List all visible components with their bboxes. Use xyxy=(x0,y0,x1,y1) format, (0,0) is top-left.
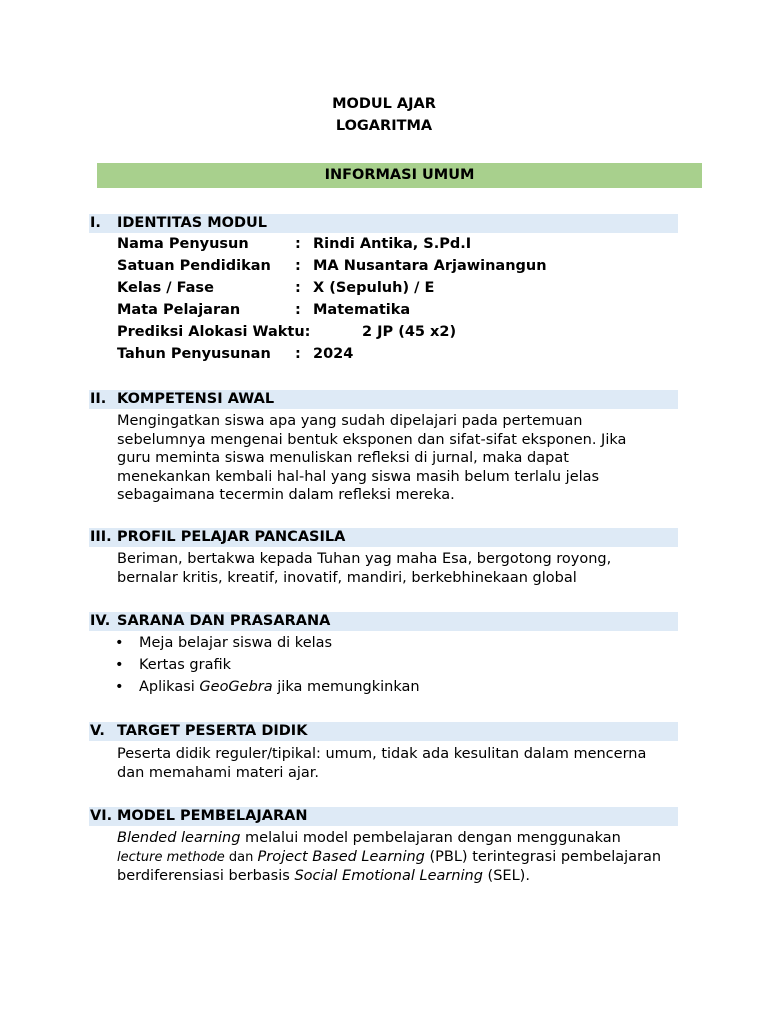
general-info-banner: INFORMASI UMUM xyxy=(97,163,702,188)
text-line: dan memahami materi ajar. xyxy=(117,764,320,781)
list-item-text: Meja belajar siswa di kelas xyxy=(139,635,333,651)
list-item-text: Aplikasi xyxy=(139,679,200,695)
colon: : xyxy=(295,258,301,274)
emphasis: Project Based Learning xyxy=(257,848,425,865)
section-number: IV. xyxy=(90,613,111,629)
text-line: sebelumnya mengenai bentuk eksponen dan sifat-sifat eksponen. Jika xyxy=(117,431,627,448)
text: melalui model pembelajaran dengan menggunakan xyxy=(240,830,621,846)
identity-row-kelas xyxy=(117,280,434,296)
list-item-text: jika memungkinkan xyxy=(272,679,420,695)
document-subtitle: LOGARITMA xyxy=(335,118,433,134)
text-line: menekankan kembali hal-hal yang siswa masih belum terlalu jelas xyxy=(117,468,600,485)
colon: : xyxy=(295,302,301,318)
field-value: 2024 xyxy=(313,346,354,362)
bullet-icon: • xyxy=(115,657,124,673)
bullet-icon: • xyxy=(115,635,124,651)
text: dan xyxy=(224,849,258,865)
identity-row-satuan xyxy=(117,258,547,274)
field-label: Prediksi Alokasi Waktu: xyxy=(117,324,311,340)
colon: : xyxy=(295,346,301,362)
list-item xyxy=(115,679,420,695)
text-line: guru meminta siswa menuliskan refleksi di jurnal, maka dapat xyxy=(117,450,569,466)
text-line: Mengingatkan siswa apa yang sudah dipelajari pada pertemuan xyxy=(117,413,583,429)
section-heading-identitas xyxy=(89,214,678,233)
field-value: 2 JP (45 x2) xyxy=(362,324,457,340)
identity-row-tahun xyxy=(117,346,353,362)
text-line: Beriman, bertakwa kepada Tuhan yag maha Esa, bergotong royong, xyxy=(117,551,612,567)
field-label: Nama Penyusun xyxy=(117,236,249,252)
field-value: MA Nusantara Arjawinangun xyxy=(313,258,547,274)
text-line xyxy=(117,829,677,848)
identity-row-alokasi xyxy=(117,324,456,340)
emphasis: Blended learning xyxy=(117,830,241,846)
text: (SEL). xyxy=(482,868,530,884)
profil-paragraph xyxy=(117,550,677,587)
section-title: SARANA DAN PRASARANA xyxy=(117,613,331,629)
text: (PBL) terintegrasi pembelajaran xyxy=(424,848,662,865)
section-title: PROFIL PELAJAR PANCASILA xyxy=(117,529,346,545)
bullet-icon: • xyxy=(115,679,124,695)
field-label: Kelas / Fase xyxy=(117,280,214,296)
text: berdiferensiasi berbasis xyxy=(117,868,295,884)
section-number: III. xyxy=(90,529,112,545)
identity-row-nama xyxy=(117,236,471,252)
emphasis: lecture methode xyxy=(117,849,225,865)
section-number: II. xyxy=(90,391,107,407)
field-value: Rindi Antika, S.Pd.I xyxy=(313,236,472,252)
text-line xyxy=(117,848,677,868)
section-heading-kompetensi xyxy=(89,390,678,409)
field-label: Tahun Penyusunan xyxy=(117,346,271,362)
text-line xyxy=(117,867,677,886)
text-line: sebagaimana tecermin dalam refleksi mereka. xyxy=(117,487,455,503)
colon: : xyxy=(295,280,301,296)
app-name: GeoGebra xyxy=(199,679,273,695)
emphasis: Social Emotional Learning xyxy=(294,868,483,884)
colon: : xyxy=(295,236,301,252)
list-item xyxy=(115,635,332,651)
target-paragraph xyxy=(117,745,677,782)
document-title: MODUL AJAR xyxy=(332,96,436,112)
section-title: TARGET PESERTA DIDIK xyxy=(117,723,308,739)
section-number: VI. xyxy=(90,808,113,824)
section-number: V. xyxy=(90,723,105,739)
text-line: bernalar kritis, kreatif, inovatif, mandiri, berkebhinekaan global xyxy=(117,569,577,586)
list-item xyxy=(115,657,231,673)
field-value: Matematika xyxy=(313,302,411,318)
section-heading-sarana xyxy=(89,612,678,631)
section-title: KOMPETENSI AWAL xyxy=(117,391,275,407)
field-value: X (Sepuluh) / E xyxy=(313,280,435,296)
section-title: IDENTITAS MODUL xyxy=(117,215,268,231)
field-label: Satuan Pendidikan xyxy=(117,258,271,274)
identity-row-mapel xyxy=(117,302,410,318)
section-heading-profil xyxy=(89,528,678,547)
kompetensi-paragraph xyxy=(117,412,677,505)
model-paragraph xyxy=(117,829,677,886)
section-title: MODEL PEMBELAJARAN xyxy=(117,808,308,824)
list-item-text: Kertas grafik xyxy=(139,657,231,673)
section-heading-model xyxy=(89,807,678,826)
text-line: Peserta didik reguler/tipikal: umum, tidak ada kesulitan dalam mencerna xyxy=(117,746,647,762)
section-heading-target xyxy=(89,722,678,741)
section-number: I. xyxy=(90,215,101,231)
field-label: Mata Pelajaran xyxy=(117,302,241,318)
